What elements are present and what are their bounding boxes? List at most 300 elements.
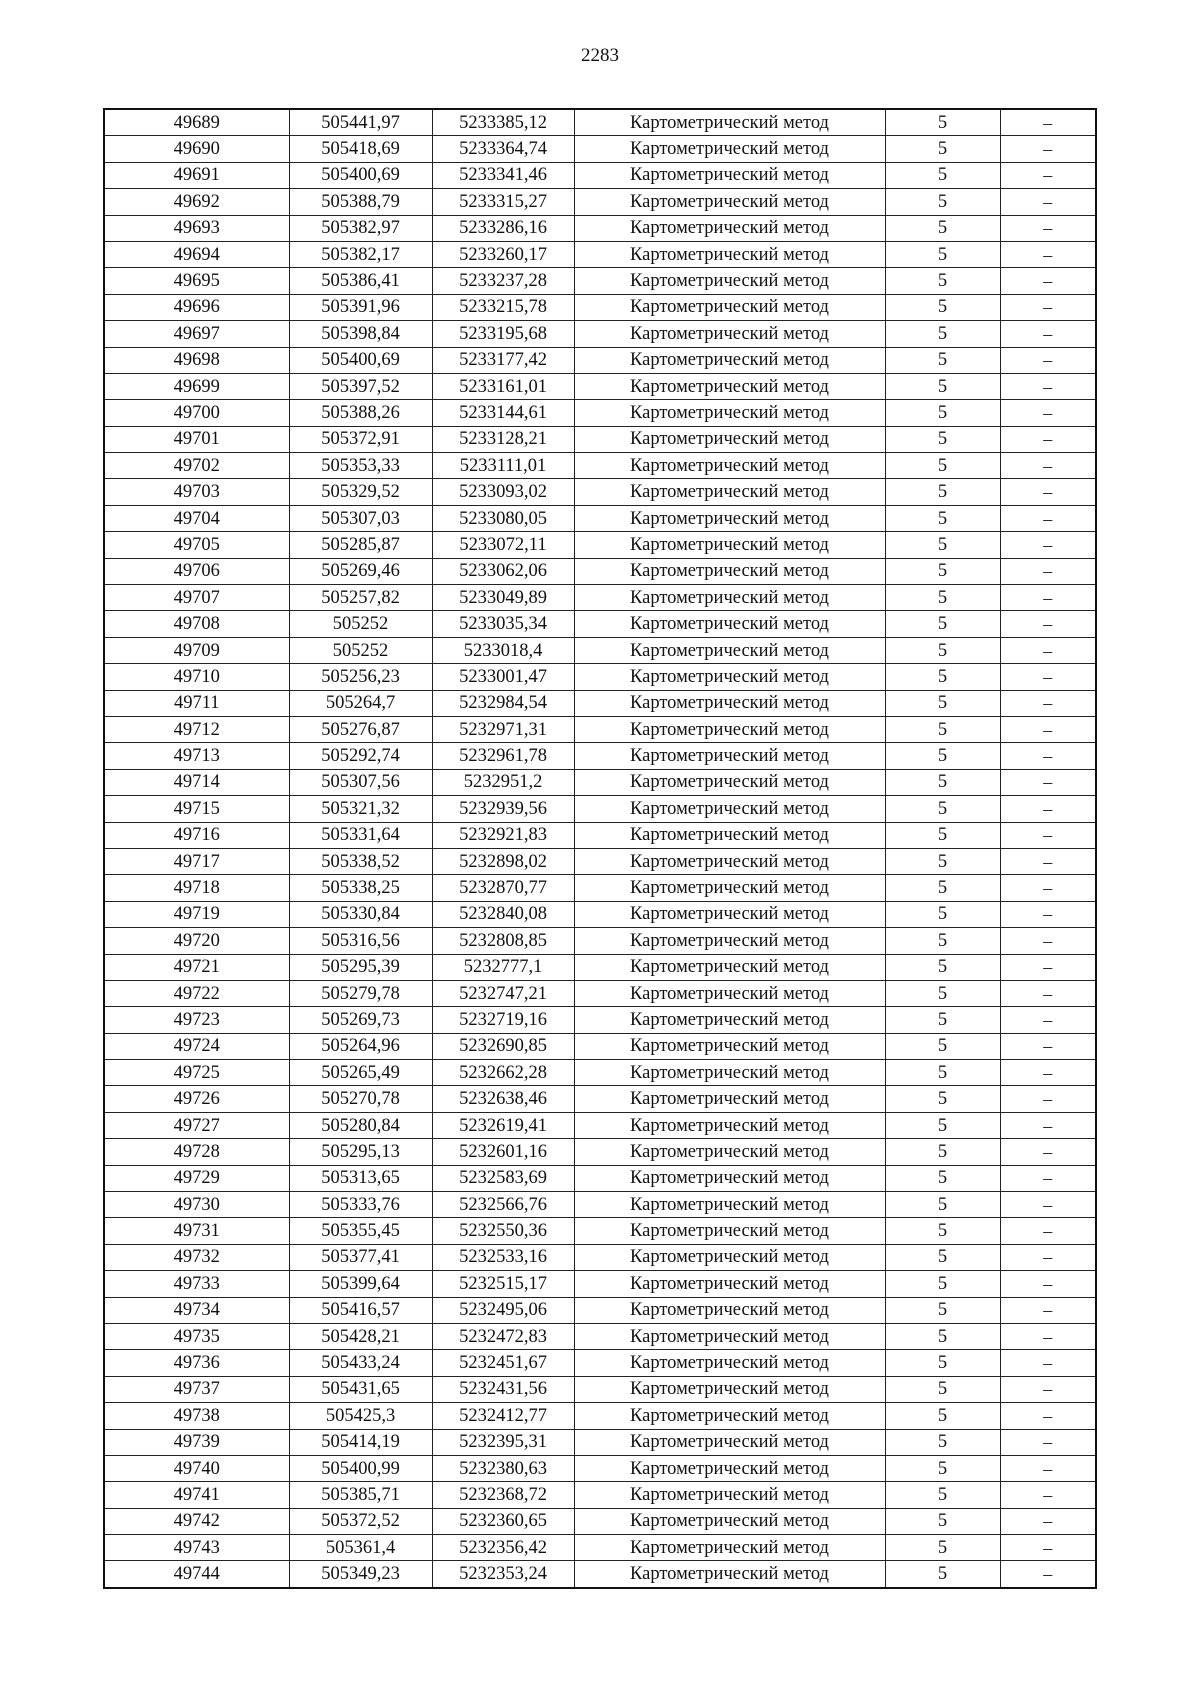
point-number-cell: 49692 xyxy=(104,189,289,215)
accuracy-cell: 5 xyxy=(885,453,1000,479)
y-coordinate-cell: 5233035,34 xyxy=(432,611,574,637)
method-cell: Картометрический метод xyxy=(574,743,885,769)
accuracy-cell: 5 xyxy=(885,505,1000,531)
x-coordinate-cell: 505321,32 xyxy=(289,796,432,822)
method-cell: Картометрический метод xyxy=(574,294,885,320)
x-coordinate-cell: 505414,19 xyxy=(289,1429,432,1455)
x-coordinate-cell: 505433,24 xyxy=(289,1350,432,1376)
point-number-cell: 49701 xyxy=(104,426,289,452)
table-row xyxy=(104,1086,1096,1112)
accuracy-cell: 5 xyxy=(885,1033,1000,1059)
accuracy-cell: 5 xyxy=(885,690,1000,716)
accuracy-cell: 5 xyxy=(885,1244,1000,1270)
y-coordinate-cell: 5232412,77 xyxy=(432,1403,574,1429)
point-number-cell: 49719 xyxy=(104,901,289,927)
note-cell: – xyxy=(1000,664,1096,690)
y-coordinate-cell: 5233341,46 xyxy=(432,162,574,188)
point-number-cell: 49694 xyxy=(104,241,289,267)
accuracy-cell: 5 xyxy=(885,928,1000,954)
note-cell: – xyxy=(1000,611,1096,637)
accuracy-cell: 5 xyxy=(885,875,1000,901)
accuracy-cell: 5 xyxy=(885,1323,1000,1349)
method-cell: Картометрический метод xyxy=(574,822,885,848)
table-row xyxy=(104,875,1096,901)
x-coordinate-cell: 505372,52 xyxy=(289,1508,432,1534)
method-cell: Картометрический метод xyxy=(574,1508,885,1534)
y-coordinate-cell: 5232353,24 xyxy=(432,1561,574,1588)
accuracy-cell: 5 xyxy=(885,426,1000,452)
accuracy-cell: 5 xyxy=(885,109,1000,136)
method-cell: Картометрический метод xyxy=(574,716,885,742)
table-row xyxy=(104,215,1096,241)
note-cell: – xyxy=(1000,690,1096,716)
table-row xyxy=(104,294,1096,320)
x-coordinate-cell: 505338,52 xyxy=(289,848,432,874)
y-coordinate-cell: 5233315,27 xyxy=(432,189,574,215)
y-coordinate-cell: 5232719,16 xyxy=(432,1007,574,1033)
method-cell: Картометрический метод xyxy=(574,241,885,267)
table-row xyxy=(104,189,1096,215)
x-coordinate-cell: 505338,25 xyxy=(289,875,432,901)
point-number-cell: 49711 xyxy=(104,690,289,716)
accuracy-cell: 5 xyxy=(885,479,1000,505)
method-cell: Картометрический метод xyxy=(574,189,885,215)
point-number-cell: 49738 xyxy=(104,1403,289,1429)
accuracy-cell: 5 xyxy=(885,215,1000,241)
x-coordinate-cell: 505400,99 xyxy=(289,1455,432,1481)
note-cell: – xyxy=(1000,1482,1096,1508)
point-number-cell: 49712 xyxy=(104,716,289,742)
method-cell: Картометрический метод xyxy=(574,1350,885,1376)
accuracy-cell: 5 xyxy=(885,637,1000,663)
point-number-cell: 49707 xyxy=(104,585,289,611)
note-cell: – xyxy=(1000,1403,1096,1429)
method-cell: Картометрический метод xyxy=(574,796,885,822)
method-cell: Картометрический метод xyxy=(574,162,885,188)
method-cell: Картометрический метод xyxy=(574,321,885,347)
table-row xyxy=(104,241,1096,267)
table-row xyxy=(104,321,1096,347)
x-coordinate-cell: 505316,56 xyxy=(289,928,432,954)
point-number-cell: 49705 xyxy=(104,532,289,558)
point-number-cell: 49702 xyxy=(104,453,289,479)
note-cell: – xyxy=(1000,954,1096,980)
accuracy-cell: 5 xyxy=(885,980,1000,1006)
point-number-cell: 49700 xyxy=(104,400,289,426)
x-coordinate-cell: 505391,96 xyxy=(289,294,432,320)
method-cell: Картометрический метод xyxy=(574,1165,885,1191)
x-coordinate-cell: 505399,64 xyxy=(289,1271,432,1297)
accuracy-cell: 5 xyxy=(885,241,1000,267)
y-coordinate-cell: 5232777,1 xyxy=(432,954,574,980)
x-coordinate-cell: 505256,23 xyxy=(289,664,432,690)
x-coordinate-cell: 505292,74 xyxy=(289,743,432,769)
point-number-cell: 49708 xyxy=(104,611,289,637)
table-row xyxy=(104,585,1096,611)
method-cell: Картометрический метод xyxy=(574,268,885,294)
x-coordinate-cell: 505333,76 xyxy=(289,1192,432,1218)
y-coordinate-cell: 5232951,2 xyxy=(432,769,574,795)
table-row xyxy=(104,1323,1096,1349)
method-cell: Картометрический метод xyxy=(574,1561,885,1588)
x-coordinate-cell: 505372,91 xyxy=(289,426,432,452)
method-cell: Картометрический метод xyxy=(574,136,885,162)
note-cell: – xyxy=(1000,162,1096,188)
accuracy-cell: 5 xyxy=(885,1139,1000,1165)
method-cell: Картометрический метод xyxy=(574,1482,885,1508)
point-number-cell: 49695 xyxy=(104,268,289,294)
x-coordinate-cell: 505349,23 xyxy=(289,1561,432,1588)
table-row xyxy=(104,901,1096,927)
note-cell: – xyxy=(1000,558,1096,584)
table-row xyxy=(104,1561,1096,1588)
note-cell: – xyxy=(1000,479,1096,505)
note-cell: – xyxy=(1000,1297,1096,1323)
point-number-cell: 49735 xyxy=(104,1323,289,1349)
x-coordinate-cell: 505330,84 xyxy=(289,901,432,927)
y-coordinate-cell: 5232356,42 xyxy=(432,1535,574,1561)
x-coordinate-cell: 505398,84 xyxy=(289,321,432,347)
method-cell: Картометрический метод xyxy=(574,690,885,716)
note-cell: – xyxy=(1000,453,1096,479)
table-row xyxy=(104,1297,1096,1323)
method-cell: Картометрический метод xyxy=(574,1271,885,1297)
accuracy-cell: 5 xyxy=(885,1218,1000,1244)
table-row xyxy=(104,637,1096,663)
table-row xyxy=(104,453,1096,479)
x-coordinate-cell: 505285,87 xyxy=(289,532,432,558)
note-cell: – xyxy=(1000,1271,1096,1297)
y-coordinate-cell: 5233128,21 xyxy=(432,426,574,452)
y-coordinate-cell: 5233080,05 xyxy=(432,505,574,531)
x-coordinate-cell: 505252 xyxy=(289,637,432,663)
note-cell: – xyxy=(1000,1323,1096,1349)
point-number-cell: 49732 xyxy=(104,1244,289,1270)
y-coordinate-cell: 5233385,12 xyxy=(432,109,574,136)
y-coordinate-cell: 5233093,02 xyxy=(432,479,574,505)
y-coordinate-cell: 5232921,83 xyxy=(432,822,574,848)
note-cell: – xyxy=(1000,1139,1096,1165)
table-row xyxy=(104,1139,1096,1165)
table-row xyxy=(104,1376,1096,1402)
method-cell: Картометрический метод xyxy=(574,1060,885,1086)
page-number: 2283 xyxy=(581,45,619,66)
method-cell: Картометрический метод xyxy=(574,400,885,426)
x-coordinate-cell: 505276,87 xyxy=(289,716,432,742)
x-coordinate-cell: 505388,79 xyxy=(289,189,432,215)
table-row xyxy=(104,664,1096,690)
point-number-cell: 49741 xyxy=(104,1482,289,1508)
point-number-cell: 49716 xyxy=(104,822,289,848)
table-row xyxy=(104,1482,1096,1508)
table-row xyxy=(104,268,1096,294)
point-number-cell: 49728 xyxy=(104,1139,289,1165)
point-number-cell: 49709 xyxy=(104,637,289,663)
accuracy-cell: 5 xyxy=(885,1455,1000,1481)
note-cell: – xyxy=(1000,1007,1096,1033)
table-row xyxy=(104,954,1096,980)
accuracy-cell: 5 xyxy=(885,954,1000,980)
note-cell: – xyxy=(1000,241,1096,267)
note-cell: – xyxy=(1000,400,1096,426)
point-number-cell: 49730 xyxy=(104,1192,289,1218)
method-cell: Картометрический метод xyxy=(574,373,885,399)
x-coordinate-cell: 505377,41 xyxy=(289,1244,432,1270)
method-cell: Картометрический метод xyxy=(574,980,885,1006)
table-row xyxy=(104,769,1096,795)
note-cell: – xyxy=(1000,822,1096,848)
x-coordinate-cell: 505388,26 xyxy=(289,400,432,426)
point-number-cell: 49699 xyxy=(104,373,289,399)
accuracy-cell: 5 xyxy=(885,1007,1000,1033)
point-number-cell: 49717 xyxy=(104,848,289,874)
note-cell: – xyxy=(1000,637,1096,663)
method-cell: Картометрический метод xyxy=(574,1244,885,1270)
note-cell: – xyxy=(1000,875,1096,901)
accuracy-cell: 5 xyxy=(885,294,1000,320)
y-coordinate-cell: 5233364,74 xyxy=(432,136,574,162)
accuracy-cell: 5 xyxy=(885,558,1000,584)
x-coordinate-cell: 505397,52 xyxy=(289,373,432,399)
y-coordinate-cell: 5232898,02 xyxy=(432,848,574,874)
point-number-cell: 49744 xyxy=(104,1561,289,1588)
method-cell: Картометрический метод xyxy=(574,1403,885,1429)
y-coordinate-cell: 5233215,78 xyxy=(432,294,574,320)
accuracy-cell: 5 xyxy=(885,1535,1000,1561)
point-number-cell: 49704 xyxy=(104,505,289,531)
table-row xyxy=(104,479,1096,505)
x-coordinate-cell: 505265,49 xyxy=(289,1060,432,1086)
accuracy-cell: 5 xyxy=(885,822,1000,848)
table-row xyxy=(104,743,1096,769)
note-cell: – xyxy=(1000,321,1096,347)
x-coordinate-cell: 505329,52 xyxy=(289,479,432,505)
point-number-cell: 49697 xyxy=(104,321,289,347)
y-coordinate-cell: 5233260,17 xyxy=(432,241,574,267)
accuracy-cell: 5 xyxy=(885,1350,1000,1376)
note-cell: – xyxy=(1000,901,1096,927)
table-row xyxy=(104,1033,1096,1059)
accuracy-cell: 5 xyxy=(885,1297,1000,1323)
note-cell: – xyxy=(1000,1086,1096,1112)
x-coordinate-cell: 505353,33 xyxy=(289,453,432,479)
method-cell: Картометрический метод xyxy=(574,479,885,505)
note-cell: – xyxy=(1000,373,1096,399)
note-cell: – xyxy=(1000,1192,1096,1218)
method-cell: Картометрический метод xyxy=(574,1297,885,1323)
note-cell: – xyxy=(1000,1112,1096,1138)
table-row xyxy=(104,109,1096,136)
note-cell: – xyxy=(1000,716,1096,742)
table-row xyxy=(104,1508,1096,1534)
note-cell: – xyxy=(1000,1429,1096,1455)
x-coordinate-cell: 505307,03 xyxy=(289,505,432,531)
y-coordinate-cell: 5233144,61 xyxy=(432,400,574,426)
note-cell: – xyxy=(1000,347,1096,373)
table-row xyxy=(104,426,1096,452)
table-row xyxy=(104,532,1096,558)
accuracy-cell: 5 xyxy=(885,321,1000,347)
accuracy-cell: 5 xyxy=(885,373,1000,399)
x-coordinate-cell: 505295,13 xyxy=(289,1139,432,1165)
table-row xyxy=(104,796,1096,822)
point-number-cell: 49720 xyxy=(104,928,289,954)
point-number-cell: 49731 xyxy=(104,1218,289,1244)
note-cell: – xyxy=(1000,1218,1096,1244)
point-number-cell: 49727 xyxy=(104,1112,289,1138)
x-coordinate-cell: 505355,45 xyxy=(289,1218,432,1244)
x-coordinate-cell: 505400,69 xyxy=(289,347,432,373)
x-coordinate-cell: 505382,97 xyxy=(289,215,432,241)
point-number-cell: 49733 xyxy=(104,1271,289,1297)
accuracy-cell: 5 xyxy=(885,189,1000,215)
point-number-cell: 49743 xyxy=(104,1535,289,1561)
x-coordinate-cell: 505279,78 xyxy=(289,980,432,1006)
accuracy-cell: 5 xyxy=(885,585,1000,611)
table-row xyxy=(104,1429,1096,1455)
point-number-cell: 49718 xyxy=(104,875,289,901)
method-cell: Картометрический метод xyxy=(574,1535,885,1561)
y-coordinate-cell: 5232495,06 xyxy=(432,1297,574,1323)
method-cell: Картометрический метод xyxy=(574,1218,885,1244)
y-coordinate-cell: 5232638,46 xyxy=(432,1086,574,1112)
point-number-cell: 49693 xyxy=(104,215,289,241)
y-coordinate-cell: 5233237,28 xyxy=(432,268,574,294)
x-coordinate-cell: 505386,41 xyxy=(289,268,432,294)
point-number-cell: 49689 xyxy=(104,109,289,136)
method-cell: Картометрический метод xyxy=(574,109,885,136)
x-coordinate-cell: 505313,65 xyxy=(289,1165,432,1191)
point-number-cell: 49722 xyxy=(104,980,289,1006)
point-number-cell: 49721 xyxy=(104,954,289,980)
note-cell: – xyxy=(1000,1455,1096,1481)
accuracy-cell: 5 xyxy=(885,1086,1000,1112)
point-number-cell: 49724 xyxy=(104,1033,289,1059)
method-cell: Картометрический метод xyxy=(574,453,885,479)
point-number-cell: 49739 xyxy=(104,1429,289,1455)
accuracy-cell: 5 xyxy=(885,796,1000,822)
x-coordinate-cell: 505418,69 xyxy=(289,136,432,162)
method-cell: Картометрический метод xyxy=(574,954,885,980)
y-coordinate-cell: 5232690,85 xyxy=(432,1033,574,1059)
y-coordinate-cell: 5233018,4 xyxy=(432,637,574,663)
point-number-cell: 49714 xyxy=(104,769,289,795)
note-cell: – xyxy=(1000,1350,1096,1376)
accuracy-cell: 5 xyxy=(885,1165,1000,1191)
note-cell: – xyxy=(1000,1060,1096,1086)
method-cell: Картометрический метод xyxy=(574,1192,885,1218)
y-coordinate-cell: 5232368,72 xyxy=(432,1482,574,1508)
table-row xyxy=(104,1535,1096,1561)
accuracy-cell: 5 xyxy=(885,136,1000,162)
note-cell: – xyxy=(1000,505,1096,531)
note-cell: – xyxy=(1000,769,1096,795)
accuracy-cell: 5 xyxy=(885,848,1000,874)
method-cell: Картометрический метод xyxy=(574,1376,885,1402)
y-coordinate-cell: 5232840,08 xyxy=(432,901,574,927)
method-cell: Картометрический метод xyxy=(574,1033,885,1059)
point-number-cell: 49696 xyxy=(104,294,289,320)
accuracy-cell: 5 xyxy=(885,1508,1000,1534)
method-cell: Картометрический метод xyxy=(574,1112,885,1138)
table-row xyxy=(104,400,1096,426)
x-coordinate-cell: 505361,4 xyxy=(289,1535,432,1561)
y-coordinate-cell: 5232583,69 xyxy=(432,1165,574,1191)
x-coordinate-cell: 505382,17 xyxy=(289,241,432,267)
x-coordinate-cell: 505400,69 xyxy=(289,162,432,188)
accuracy-cell: 5 xyxy=(885,268,1000,294)
method-cell: Картометрический метод xyxy=(574,848,885,874)
method-cell: Картометрический метод xyxy=(574,928,885,954)
y-coordinate-cell: 5233049,89 xyxy=(432,585,574,611)
table-row xyxy=(104,690,1096,716)
note-cell: – xyxy=(1000,928,1096,954)
method-cell: Картометрический метод xyxy=(574,1323,885,1349)
x-coordinate-cell: 505428,21 xyxy=(289,1323,432,1349)
y-coordinate-cell: 5232550,36 xyxy=(432,1218,574,1244)
point-number-cell: 49736 xyxy=(104,1350,289,1376)
y-coordinate-cell: 5232939,56 xyxy=(432,796,574,822)
note-cell: – xyxy=(1000,109,1096,136)
y-coordinate-cell: 5232747,21 xyxy=(432,980,574,1006)
coordinates-table xyxy=(103,108,1097,1589)
method-cell: Картометрический метод xyxy=(574,769,885,795)
method-cell: Картометрический метод xyxy=(574,532,885,558)
note-cell: – xyxy=(1000,1535,1096,1561)
method-cell: Картометрический метод xyxy=(574,901,885,927)
note-cell: – xyxy=(1000,585,1096,611)
note-cell: – xyxy=(1000,532,1096,558)
y-coordinate-cell: 5232961,78 xyxy=(432,743,574,769)
method-cell: Картометрический метод xyxy=(574,1139,885,1165)
y-coordinate-cell: 5232601,16 xyxy=(432,1139,574,1165)
table-row xyxy=(104,558,1096,584)
y-coordinate-cell: 5232870,77 xyxy=(432,875,574,901)
x-coordinate-cell: 505441,97 xyxy=(289,109,432,136)
note-cell: – xyxy=(1000,980,1096,1006)
accuracy-cell: 5 xyxy=(885,1192,1000,1218)
table-row xyxy=(104,347,1096,373)
point-number-cell: 49706 xyxy=(104,558,289,584)
y-coordinate-cell: 5232395,31 xyxy=(432,1429,574,1455)
y-coordinate-cell: 5233111,01 xyxy=(432,453,574,479)
note-cell: – xyxy=(1000,743,1096,769)
x-coordinate-cell: 505280,84 xyxy=(289,1112,432,1138)
accuracy-cell: 5 xyxy=(885,901,1000,927)
table-row xyxy=(104,716,1096,742)
point-number-cell: 49729 xyxy=(104,1165,289,1191)
table-row xyxy=(104,505,1096,531)
x-coordinate-cell: 505257,82 xyxy=(289,585,432,611)
accuracy-cell: 5 xyxy=(885,1112,1000,1138)
method-cell: Картометрический метод xyxy=(574,1455,885,1481)
note-cell: – xyxy=(1000,215,1096,241)
x-coordinate-cell: 505425,3 xyxy=(289,1403,432,1429)
accuracy-cell: 5 xyxy=(885,1561,1000,1588)
note-cell: – xyxy=(1000,1561,1096,1588)
accuracy-cell: 5 xyxy=(885,1271,1000,1297)
x-coordinate-cell: 505269,46 xyxy=(289,558,432,584)
x-coordinate-cell: 505269,73 xyxy=(289,1007,432,1033)
note-cell: – xyxy=(1000,189,1096,215)
table-row xyxy=(104,1244,1096,1270)
accuracy-cell: 5 xyxy=(885,347,1000,373)
x-coordinate-cell: 505431,65 xyxy=(289,1376,432,1402)
accuracy-cell: 5 xyxy=(885,1060,1000,1086)
table-row xyxy=(104,1218,1096,1244)
y-coordinate-cell: 5232984,54 xyxy=(432,690,574,716)
y-coordinate-cell: 5232566,76 xyxy=(432,1192,574,1218)
